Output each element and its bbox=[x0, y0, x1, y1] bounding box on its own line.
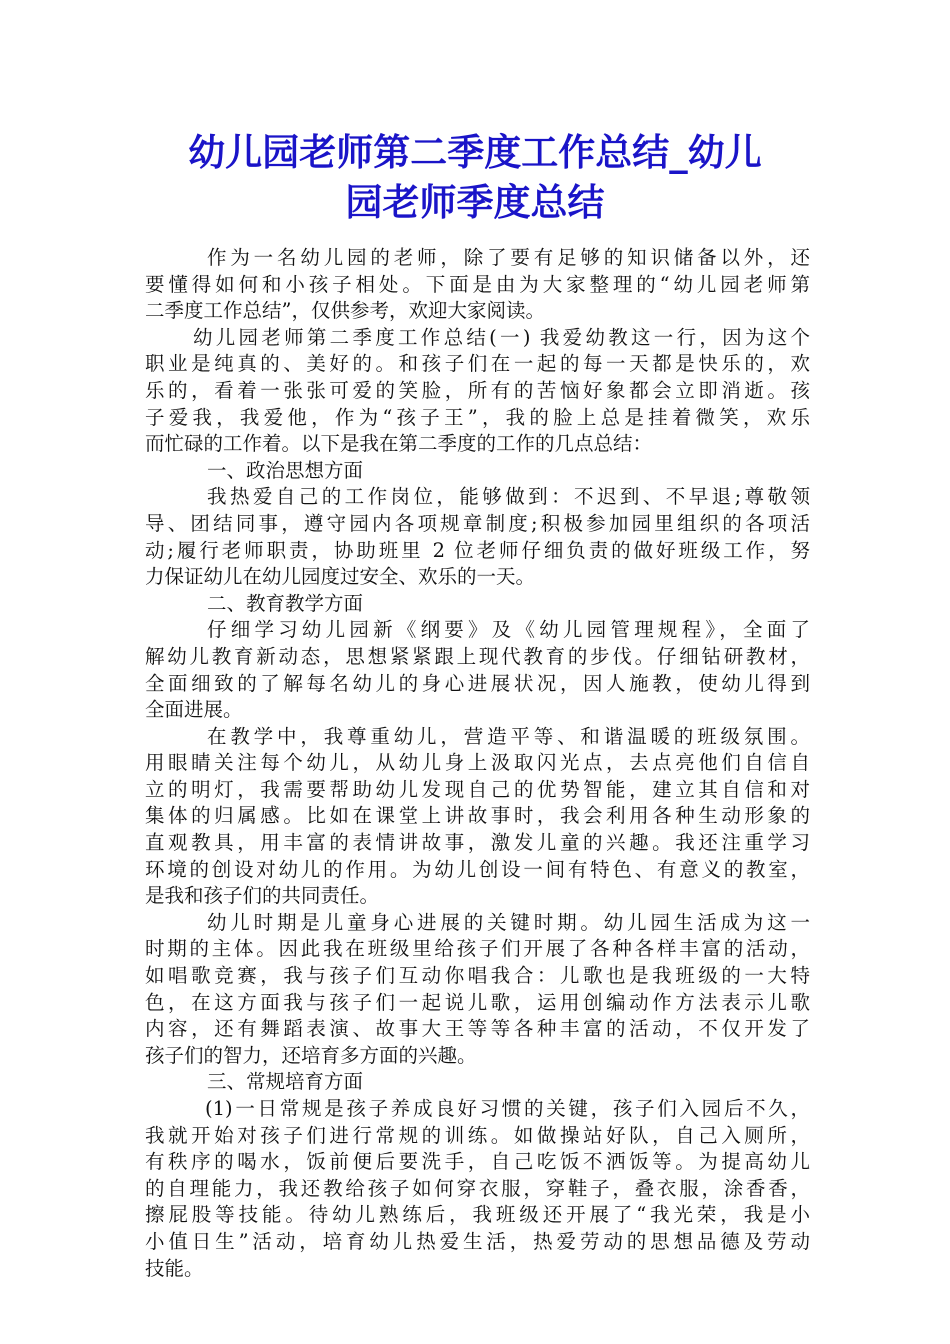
text-line: 要懂得如何和小孩子相处。下面是由为大家整理的“幼儿园老师第 bbox=[145, 272, 810, 296]
text-line: 是我和孩子们的共同责任。 bbox=[145, 884, 380, 908]
text-line: 在教学中，我尊重幼儿，营造平等、和谐温暖的班级氛围。 bbox=[207, 724, 810, 748]
text-line: 而忙碌的工作着。以下是我在第二季度的工作的几点总结： bbox=[145, 432, 653, 456]
text-line: 作为一名幼儿园的老师，除了要有足够的知识储备以外，还 bbox=[207, 246, 810, 269]
title-line-2: 园老师季度总结 bbox=[345, 181, 605, 224]
text-line: 仔细学习幼儿园新《纲要》及《幼儿园管理规程》，全面了 bbox=[207, 618, 810, 642]
text-line: 我热爱自己的工作岗位，能够做到：不迟到、不早退;尊敬领 bbox=[207, 485, 810, 509]
text-line: 内容，还有舞蹈表演、故事大王等等各种丰富的活动，不仅开发了 bbox=[145, 1017, 810, 1041]
document-body bbox=[145, 245, 810, 1282]
text-line: 动;履行老师职责，协助班里 2 位老师仔细负责的做好班级工作，努 bbox=[145, 538, 810, 562]
text-line: 导、团结同事，遵守园内各项规章制度;积极参加园里组织的各项活 bbox=[145, 511, 810, 535]
text-line: 色，在这方面我与孩子们一起说儿歌，运用创编动作方法表示儿歌 bbox=[145, 990, 810, 1014]
text-line: 直观教具，用丰富的表情讲故事，激发儿童的兴趣。我还注重学习 bbox=[145, 831, 810, 855]
text-line: (1)一日常规是孩子养成良好习惯的关键，孩子们入园后不久， bbox=[205, 1097, 810, 1120]
text-line: 全面进展。 bbox=[145, 698, 243, 722]
text-line: 小值日生”活动，培育幼儿热爱生活，热爱劳动的思想品德及劳动 bbox=[145, 1229, 810, 1253]
text-line: 立的明灯，我需要帮助幼儿发现自己的优势智能，建立其自信和对 bbox=[145, 777, 810, 801]
text-line: 有秩序的喝水，饭前便后要洗手，自己吃饭不洒饭等。为提高幼儿 bbox=[145, 1150, 810, 1174]
text-line: 的自理能力，我还教给孩子如何穿衣服，穿鞋子，叠衣服，涂香香， bbox=[145, 1176, 810, 1200]
text-line: 如唱歌竞赛，我与孩子们互动你唱我合：儿歌也是我班级的一大特 bbox=[145, 964, 810, 988]
text-line: 子爱我，我爱他，作为“孩子王”，我的脸上总是挂着微笑，欢乐 bbox=[145, 405, 810, 429]
text-line: 二季度工作总结”，仅供参考，欢迎大家阅读。 bbox=[145, 299, 545, 323]
text-line: 职业是纯真的、美好的。和孩子们在一起的每一天都是快乐的，欢 bbox=[145, 352, 810, 376]
text-line: 全面细致的了解每名幼儿的身心进展状况，因人施教，使幼儿得到 bbox=[145, 671, 810, 695]
section-heading: 一、政治思想方面 bbox=[207, 458, 364, 482]
document-title bbox=[120, 128, 830, 228]
text-line: 幼儿时期是儿童身心进展的关键时期。幼儿园生活成为这一 bbox=[207, 910, 810, 934]
text-line: 用眼睛关注每个幼儿，从幼儿身上汲取闪光点，去点亮他们自信自 bbox=[145, 751, 810, 775]
text-line: 幼儿园老师第二季度工作总结(一) 我爱幼教这一行，因为这个 bbox=[193, 325, 810, 349]
text-line: 集体的归属感。比如在课堂上讲故事时，我会利用各种生动形象的 bbox=[145, 804, 810, 828]
text-line: 乐的，看着一张张可爱的笑脸，所有的苦恼好象都会立即消逝。孩 bbox=[145, 378, 810, 402]
title-line-1: 幼儿园老师第二季度工作总结_幼儿 bbox=[188, 131, 762, 174]
text-line: 技能。 bbox=[145, 1256, 204, 1280]
text-line: 解幼儿教育新动态，思想紧紧跟上现代教育的步伐。仔细钻研教材， bbox=[145, 644, 810, 668]
text-line: 擦屁股等技能。待幼儿熟练后，我班级还开展了“我光荣，我是小 bbox=[145, 1203, 810, 1227]
text-line: 我就开始对孩子们进行常规的训练。如做操站好队，自己入厕所， bbox=[145, 1123, 810, 1147]
section-heading: 三、常规培育方面 bbox=[207, 1070, 364, 1094]
text-line: 力保证幼儿在幼儿园度过安全、欢乐的一天。 bbox=[145, 565, 536, 589]
text-line: 孩子们的智力，还培育多方面的兴趣。 bbox=[145, 1043, 477, 1067]
text-line: 环境的创设对幼儿的作用。为幼儿创设一间有特色、有意义的教室， bbox=[145, 857, 810, 881]
section-heading: 二、教育教学方面 bbox=[207, 591, 364, 615]
text-line: 时期的主体。因此我在班级里给孩子们开展了各种各样丰富的活动， bbox=[145, 937, 810, 961]
